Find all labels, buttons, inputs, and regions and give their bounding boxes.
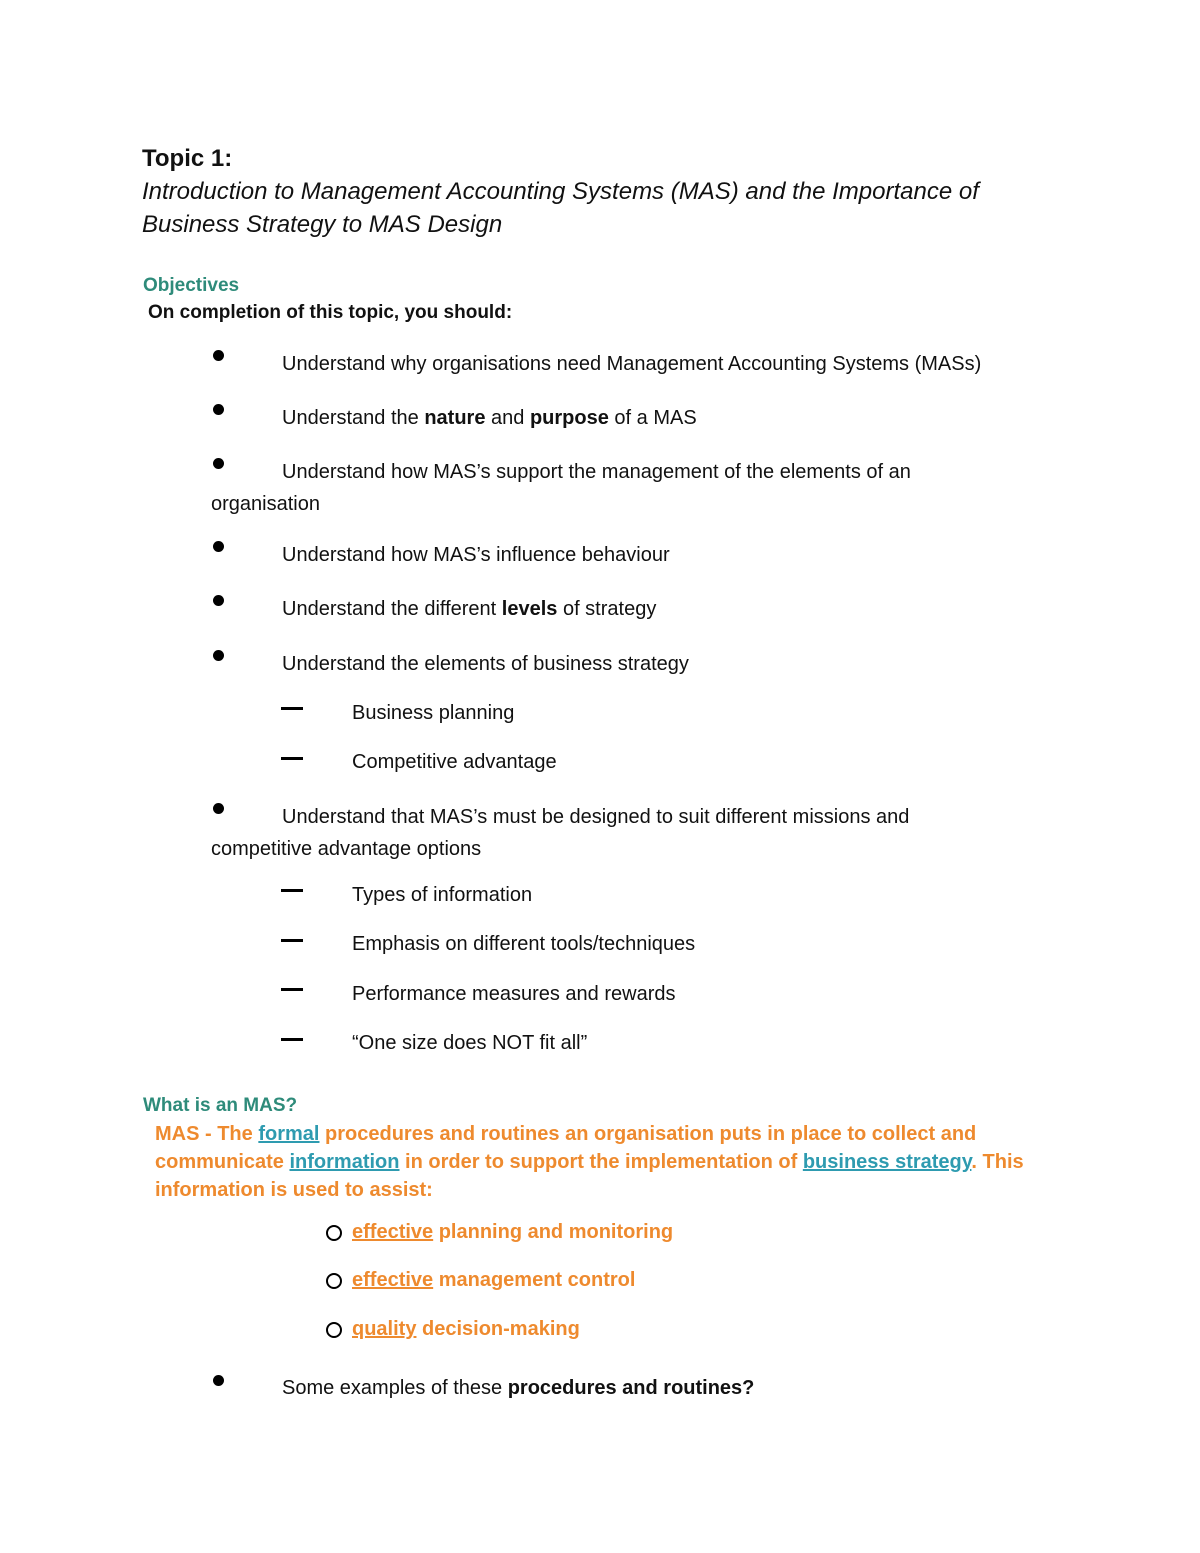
dash-icon [281, 939, 303, 942]
objective-item-continued: organisation [211, 493, 320, 515]
what-is-mas-heading: What is an MAS? [143, 1095, 298, 1116]
objectives-intro: On completion of this topic, you should: [148, 302, 513, 323]
dash-icon [281, 707, 303, 710]
sub-item: Emphasis on different tools/techniques [352, 933, 696, 955]
objective-item: Understand why organisations need Management Accounting Systems (MASs) [282, 353, 982, 375]
information-link[interactable]: information [289, 1151, 400, 1173]
quality-link[interactable]: quality [352, 1318, 417, 1340]
bullet-dot-icon [213, 803, 224, 814]
bullet-dot-icon [213, 1375, 224, 1386]
objective-item: Understand how MAS’s support the management of the elements of an [282, 461, 911, 483]
definition-line1: MAS - The formal procedures and routines an organisation puts in place to collect and [155, 1123, 977, 1145]
bullet-dot-icon [213, 595, 224, 606]
dash-icon [281, 988, 303, 991]
sub-item: Types of information [352, 884, 533, 906]
dash-icon [281, 889, 303, 892]
objective-item: Understand the different levels of strategy [282, 598, 657, 620]
objective-item-continued: competitive advantage options [211, 838, 482, 860]
definition-line3: information is used to assist: [155, 1179, 433, 1201]
assist-item: quality decision-making [352, 1318, 580, 1340]
examples-question: Some examples of these procedures and routines? [282, 1377, 755, 1399]
circle-bullet-icon [326, 1225, 342, 1241]
objective-item: Understand that MAS’s must be designed to suit different missions and [282, 806, 910, 828]
effective-link[interactable]: effective [352, 1221, 434, 1243]
formal-link[interactable]: formal [258, 1123, 320, 1145]
topic-subtitle-line1: Introduction to Management Accounting Systems (MAS) and the Importance of [142, 178, 979, 205]
circle-bullet-icon [326, 1322, 342, 1338]
bullet-dot-icon [213, 350, 224, 361]
objective-item: Understand how MAS’s influence behaviour [282, 544, 670, 566]
definition-line2: communicate information in order to support the implementation of business strategy. This [155, 1151, 1024, 1173]
sub-item: Business planning [352, 702, 515, 724]
sub-item: “One size does NOT fit all” [352, 1032, 588, 1054]
assist-item: effective management control [352, 1269, 636, 1291]
sub-item: Competitive advantage [352, 751, 557, 773]
objective-item: Understand the elements of business strategy [282, 653, 689, 675]
dash-icon [281, 1038, 303, 1041]
topic-subtitle-line2: Business Strategy to MAS Design [142, 211, 503, 238]
bullet-dot-icon [213, 541, 224, 552]
sub-item: Performance measures and rewards [352, 983, 676, 1005]
objectives-heading: Objectives [143, 275, 240, 296]
dash-icon [281, 757, 303, 760]
objective-item: Understand the nature and purpose of a MAS [282, 407, 697, 429]
topic-title: Topic 1: [142, 145, 233, 172]
bullet-dot-icon [213, 458, 224, 469]
circle-bullet-icon [326, 1273, 342, 1289]
bullet-dot-icon [213, 404, 224, 415]
effective-link[interactable]: effective [352, 1269, 434, 1291]
bullet-dot-icon [213, 650, 224, 661]
assist-item: effective planning and monitoring [352, 1221, 674, 1243]
business-strategy-link[interactable]: business strategy [802, 1151, 972, 1173]
